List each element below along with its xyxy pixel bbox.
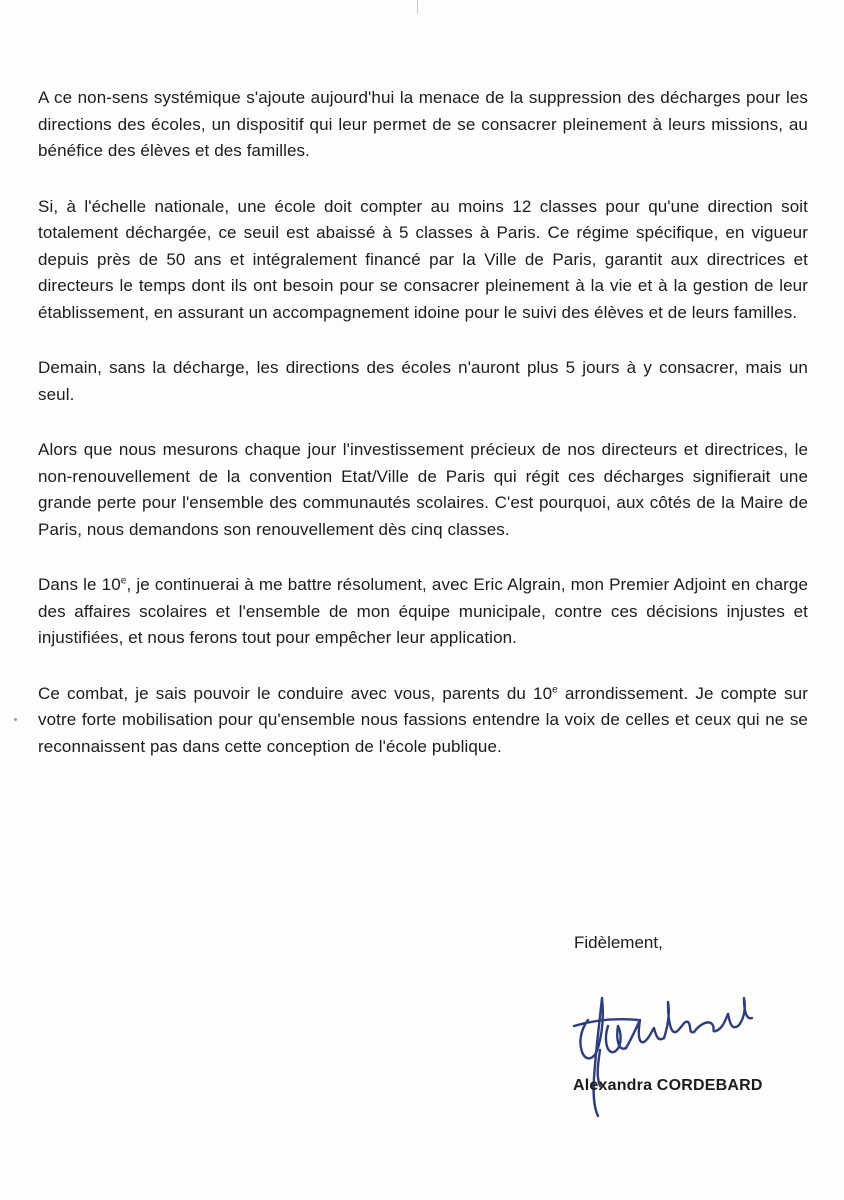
paragraph-decharges-menace: A ce non-sens systémique s'ajoute aujourd'hui la menace de la suppression des décharges pour les directions des écoles, un dispositif qui leur permet de se consacrer pleinement à leurs missions, au bénéfice des élèves et des familles. [38,88,808,160]
paragraph-mobilisation-start: Ce combat, je sais pouvoir le conduire avec vous, parents du 10 [38,683,553,703]
fold-mark [417,0,418,14]
ordinal-suffix: e [120,575,127,587]
paragraph-convention: Alors que nous mesurons chaque jour l'investissement précieux de nos directeurs et directrices, le non-renouvellement de la convention Etat/Ville de Paris qui régit ces décharges signifierait une grande perte pour l'ensemble des communautés scolaires. C'est pourquoi, aux côtés de la Maire de Paris, nous demandons son renouvellement dès cinq classes. [38,440,808,539]
letter-body [38,85,808,789]
ordinal-suffix: e [552,683,558,695]
paragraph-engagement-rest: , je continuerai à me battre résolument, avec Eric Algrain, mon Premier Adjoint en charge des affaires scolaires et l'ensemble de mon équipe municipale, contre ces décisions injustes et injustifiées, et nous ferons tout pour empêcher leur application. [38,575,808,647]
signer-name: Alexandra CORDEBARD [573,1077,763,1094]
scan-speck [14,718,17,721]
paragraph-mobilisation [38,681,808,761]
signature-strokes [574,998,752,1116]
paragraph-engagement-start: Dans le 10 [38,575,121,594]
paragraph-mobilisation-rest: arrondissement. Je compte sur votre forte mobilisation pour qu'ensemble nous fassions entendre la voix de celles et ceux qui ne se reconnaissent pas dans cette conception de l'école publique. [38,683,808,756]
paragraph-engagement [38,572,808,652]
paragraph-regime-parisien: Si, à l'échelle nationale, une école doit compter au moins 12 classes pour qu'une direction soit totalement déchargée, ce seuil est abaissé à 5 classes à Paris. Ce régime spécifique, en vigueur depuis près de 50 ans et intégralement financé par la Ville de Paris, garantit aux directrices et directeurs le temps dont ils ont besoin pour se consacrer pleinement à la vie et à la gestion de leur établissement, en assurant un accompagnement idoine pour le suivi des élèves et de leurs familles. [38,196,808,322]
closing-salutation: Fidèlement, [574,933,663,952]
paragraph-demain: Demain, sans la décharge, les directions des écoles n'auront plus 5 jours à y consacrer, mais un seul. [38,358,808,404]
